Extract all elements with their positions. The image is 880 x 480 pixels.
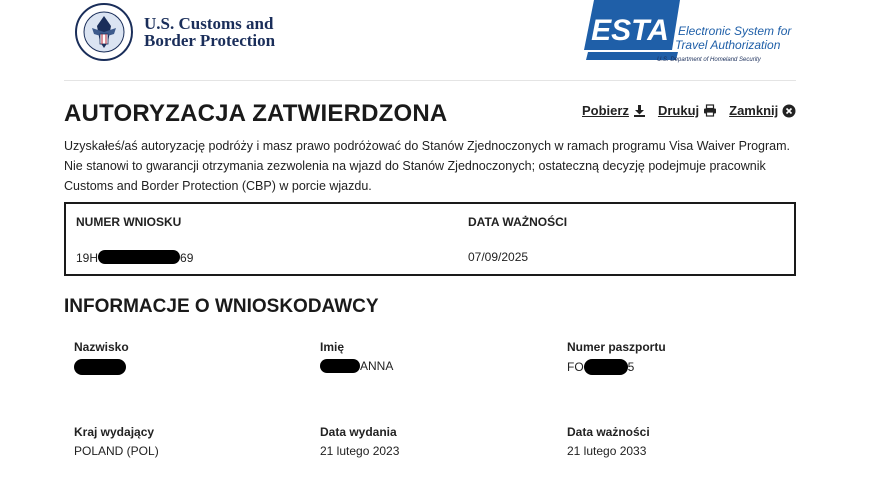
passport-number-prefix: FO (567, 360, 584, 374)
esta-tagline-2: Travel Authorization (675, 38, 781, 52)
print-label: Drukuj (657, 103, 700, 118)
close-link[interactable] (729, 103, 796, 118)
redaction-mark (98, 250, 180, 264)
issue-date-label: Data wydania (320, 425, 397, 439)
authorization-expiry-value: 07/09/2025 (468, 250, 529, 264)
cbp-agency-name (144, 15, 275, 49)
print-link[interactable] (658, 103, 717, 118)
download-icon (633, 104, 646, 117)
passport-number-value (567, 359, 666, 375)
esta-logo-text: ESTA (591, 14, 669, 47)
application-number-suffix: 69 (180, 251, 194, 265)
esta-tagline-1: Electronic System for (678, 24, 792, 38)
passport-number-field (567, 340, 666, 375)
dhs-seal-icon (74, 2, 134, 62)
cbp-logo (74, 2, 275, 62)
given-name-field (320, 340, 393, 373)
surname-field (74, 340, 129, 375)
authorization-expiry-label: DATA WAŻNOŚCI (468, 215, 568, 229)
issue-date-value: 21 lutego 2023 (320, 444, 400, 458)
page-title: AUTORYZACJA ZATWIERDZONA (64, 100, 448, 127)
given-name-value (320, 359, 393, 373)
agency-line-2: Border Protection (144, 31, 276, 50)
application-number-value (76, 250, 193, 265)
printer-icon (703, 104, 717, 117)
issuing-country-value: POLAND (POL) (74, 444, 159, 458)
issuing-country-field (74, 425, 159, 458)
redaction-mark (74, 359, 126, 375)
passport-number-label: Numer paszportu (567, 340, 666, 354)
approval-notice: Uzyskałeś/aś autoryzację podróży i masz prawo podróżować do Stanów Zjednoczonych w ramach programu Visa Waiver Program. Nie stanowi to gwarancji otrzymania zezwolenia na wjazd do Stanów Zjednoczonych; ostateczną decyzję podejmuje pracownik Customs and Border Protection (CBP) w porcie wjazdu. (64, 139, 791, 193)
issue-date-field (320, 425, 399, 458)
esta-dhs-line: U.S. Department of Homeland Security (657, 57, 761, 63)
application-number-label: NUMER WNIOSKU (76, 215, 182, 229)
esta-logo (582, 0, 792, 68)
application-number-prefix: 19H (76, 251, 99, 265)
download-label: Pobierz (582, 103, 629, 118)
document-actions (582, 103, 796, 118)
close-label: Zamknij (729, 103, 779, 118)
surname-label: Nazwisko (74, 340, 129, 354)
site-header (0, 0, 880, 82)
surname-value (74, 359, 129, 375)
application-summary-box (64, 202, 796, 276)
passport-expiry-value: 21 lutego 2033 (567, 444, 647, 458)
agency-line-1: U.S. Customs and (144, 14, 274, 33)
passport-number-suffix: 5 (627, 360, 635, 374)
issuing-country-label: Kraj wydający (74, 425, 155, 439)
close-circle-icon (782, 104, 796, 118)
download-link[interactable] (582, 103, 646, 118)
redaction-mark (320, 359, 360, 373)
passport-expiry-label: Data ważności (567, 425, 650, 439)
applicant-section-title: INFORMACJE O WNIOSKODAWCY (64, 296, 379, 317)
redaction-mark (584, 359, 628, 375)
given-name-text: ANNA (360, 359, 394, 373)
given-name-label: Imię (320, 340, 345, 354)
header-divider (64, 80, 796, 81)
passport-expiry-field (567, 425, 650, 458)
